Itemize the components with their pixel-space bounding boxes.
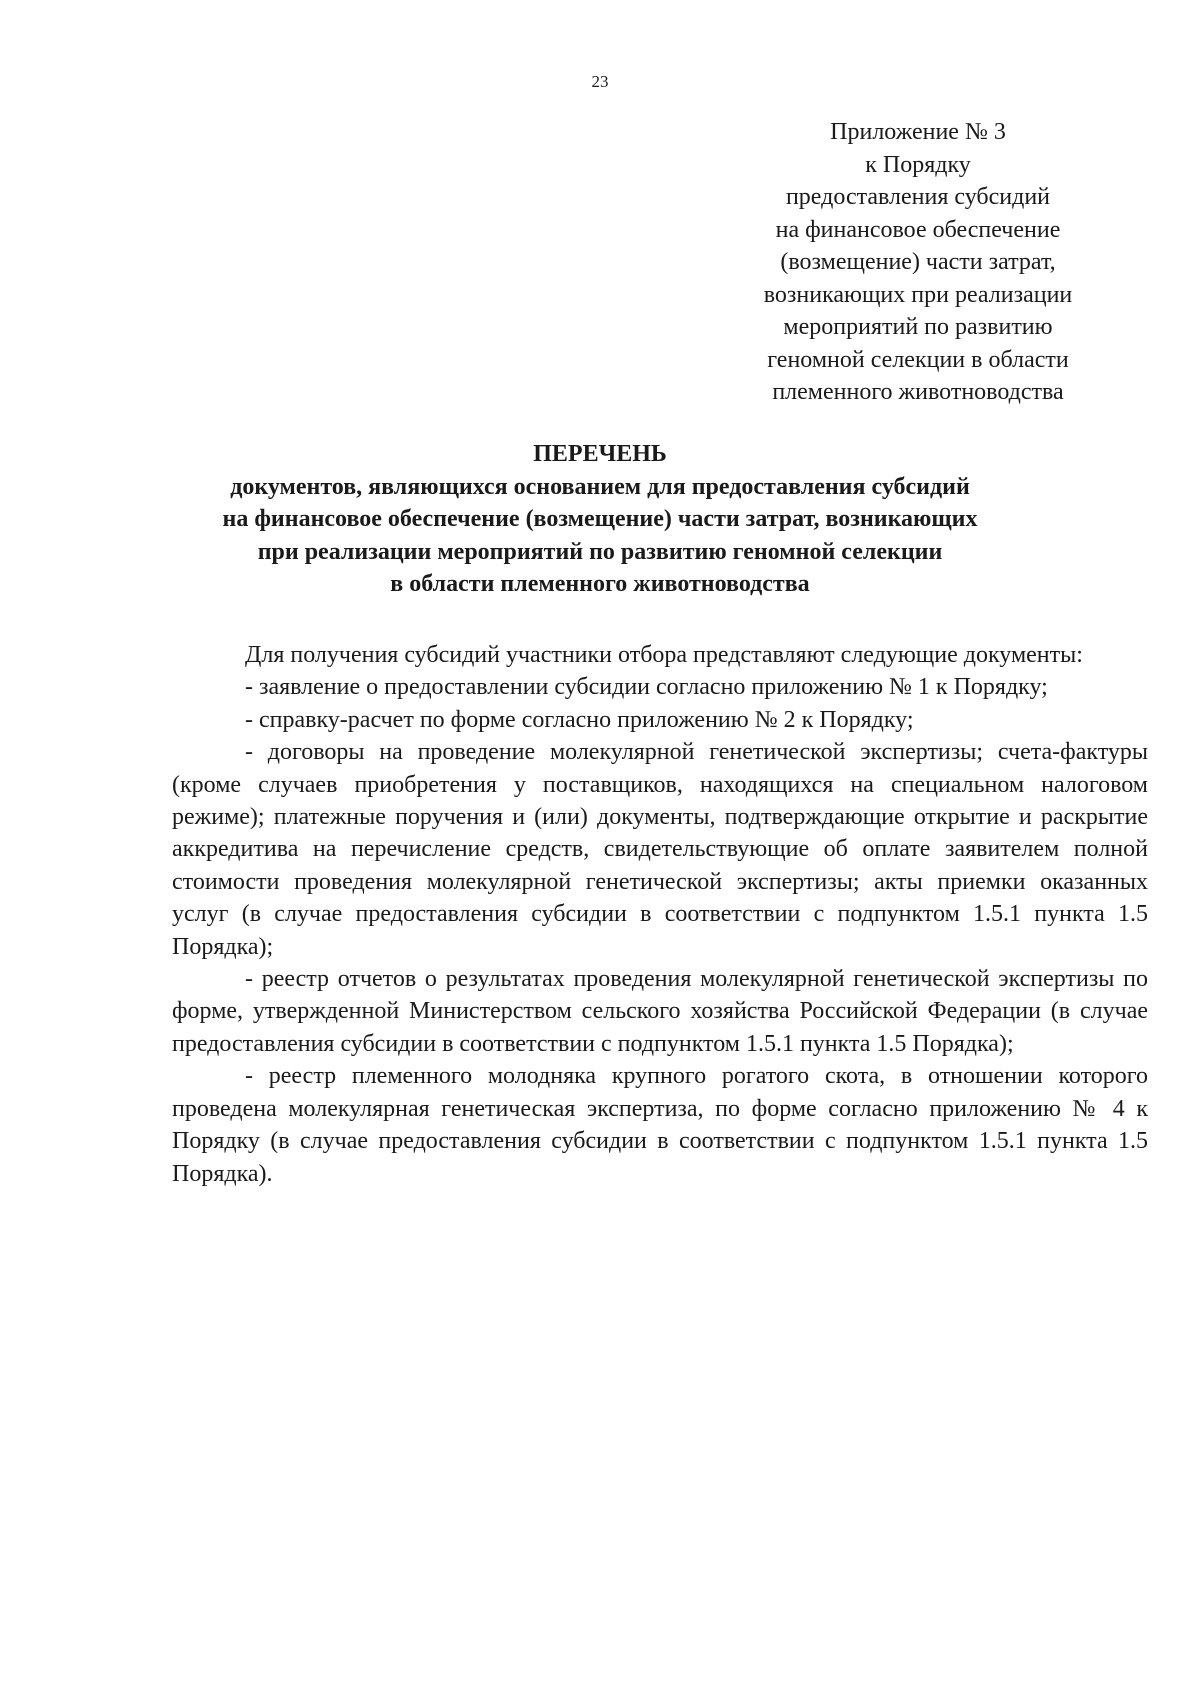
list-item: - договоры на проведение молекулярной генетической экспертизы; счета-фактуры (кроме случаев приобретения у поставщиков, находящихся на специальном налоговом режиме); платежные поручения и (или) документы, подтверждающие открытие и раскрытие аккредитива на перечисление средств, свидетельствующие об оплате заявителем полной стоимости проведения молекулярной генетической экспертизы; акты приемки оказанных услуг (в случае предоставления субсидии в соответствии с подпунктом 1.5.1 пункта 1.5 Порядка);	[172, 739, 1148, 960]
title-subtitle-line: документов, являющихся основанием для предоставления субсидий	[230, 473, 970, 500]
list-item: - реестр отчетов о результатах проведения молекулярной генетической экспертизы по форме, утвержденной Министерством сельского хозяйства Российской Федерации (в случае предоставления субсидии в соответствии с подпунктом 1.5.1 пункта 1.5 Порядка);	[172, 966, 1148, 1057]
appendix-line: (возмещение) части затрат,	[780, 249, 1056, 275]
appendix-line: мероприятий по развитию	[783, 314, 1053, 340]
appendix-line: на финансовое обеспечение	[775, 216, 1061, 243]
title-heading: ПЕРЕЧЕНЬ	[533, 441, 667, 467]
title-subtitle-line: на финансовое обеспечение (возмещение) части затрат, возникающих	[222, 506, 978, 532]
appendix-line: возникающих при реализации	[763, 281, 1073, 308]
document-title	[150, 438, 1050, 601]
title-subtitle-line: в области племенного животноводства	[390, 571, 810, 597]
list-item: - реестр племенного молодняка крупного рогатого скота, в отношении которого проведена молекулярная генетическая экспертиза, по форме согласно приложению № 4 к Порядку (в случае предоставления субсидии в соответствии с подпунктом 1.5.1 пункта 1.5 Порядка).	[172, 1063, 1148, 1187]
appendix-line: племенного животноводства	[772, 379, 1064, 405]
document-body	[172, 639, 1148, 1190]
appendix-line: к Порядку	[865, 151, 971, 178]
list-item: - заявление о предоставлении субсидии согласно приложению № 1 к Порядку;	[245, 674, 1048, 701]
appendix-line: предоставления субсидий	[785, 184, 1051, 210]
list-item: - справку-расчет по форме согласно приложению № 2 к Порядку;	[245, 706, 914, 733]
appendix-reference	[718, 116, 1118, 409]
appendix-line: Приложение № 3	[830, 119, 1006, 145]
title-subtitle-line: при реализации мероприятий по развитию геномной селекции	[257, 538, 943, 565]
page-number: 23	[591, 72, 609, 91]
appendix-line: геномной селекции в области	[767, 346, 1069, 373]
intro-paragraph: Для получения субсидий участники отбора представляют следующие документы:	[245, 642, 1083, 668]
